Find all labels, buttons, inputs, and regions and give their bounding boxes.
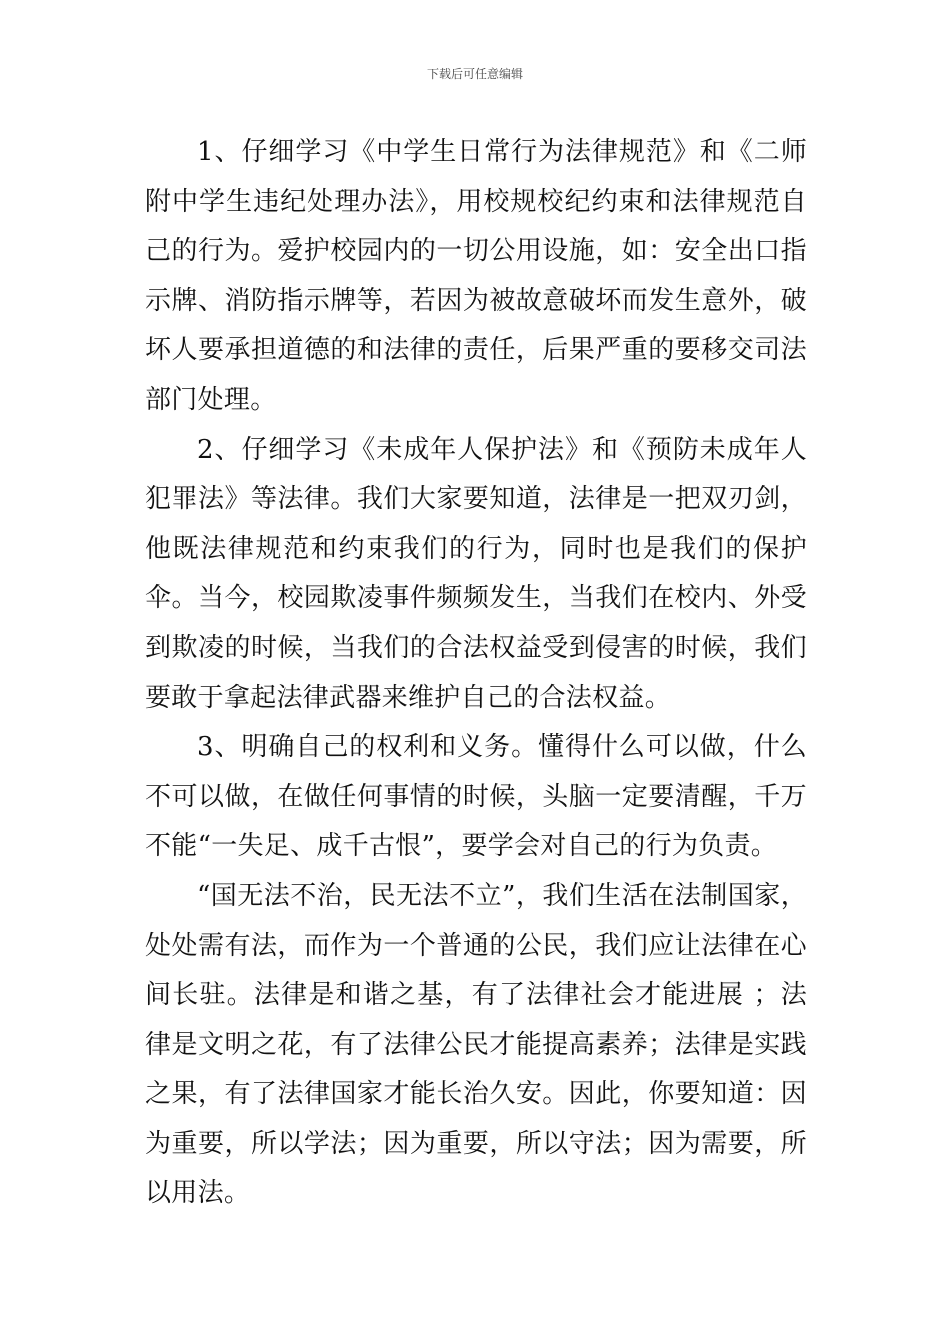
- document-body: [145, 128, 807, 1219]
- paragraph-3: 3、明确自己的权利和义务。懂得什么可以做，什么不可以做，在做任何事情的时候，头脑一定要清醒，千万不能“一失足、成千古恨”，要学会对自己的行为负责。: [145, 732, 807, 862]
- paragraph-2: 2、仔细学习《未成年人保护法》和《预防未成年人犯罪法》等法律。我们大家要知道，法律是一把双刃剑，他既法律规范和约束我们的行为，同时也是我们的保护伞。当今，校园欺凌事件频频发生，当我们在校内、外受到欺凌的时候，当我们的合法权益受到侵害的时候，我们要敢于拿起法律武器来维护自己的合法权益。: [145, 434, 807, 713]
- page-header-note: 下载后可任意编辑: [426, 67, 523, 81]
- paragraph-4: “国无法不治，民无法不立”，我们生活在法制国家，处处需有法，而作为一个普通的公民，我们应让法律在心间长驻。法律是和谐之基，有了法律社会才能进展 ；法律是文明之花，有了法律公民才能提高素养；法律是实践之果，有了法律国家才能长治久安。因此，你要知道：因为重要，所以学法；因为重要，所以守法；因为需要，所以用法。: [145, 880, 807, 1209]
- paragraph-1: 1、仔细学习《中学生日常行为法律规范》和《二师附中学生违纪处理办法》，用校规校纪约束和法律规范自己的行为。爱护校园内的一切公用设施，如：安全出口指示牌、消防指示牌等，若因为被故意破坏而发生意外，破坏人要承担道德的和法律的责任，后果严重的要移交司法部门处理。: [145, 137, 807, 415]
